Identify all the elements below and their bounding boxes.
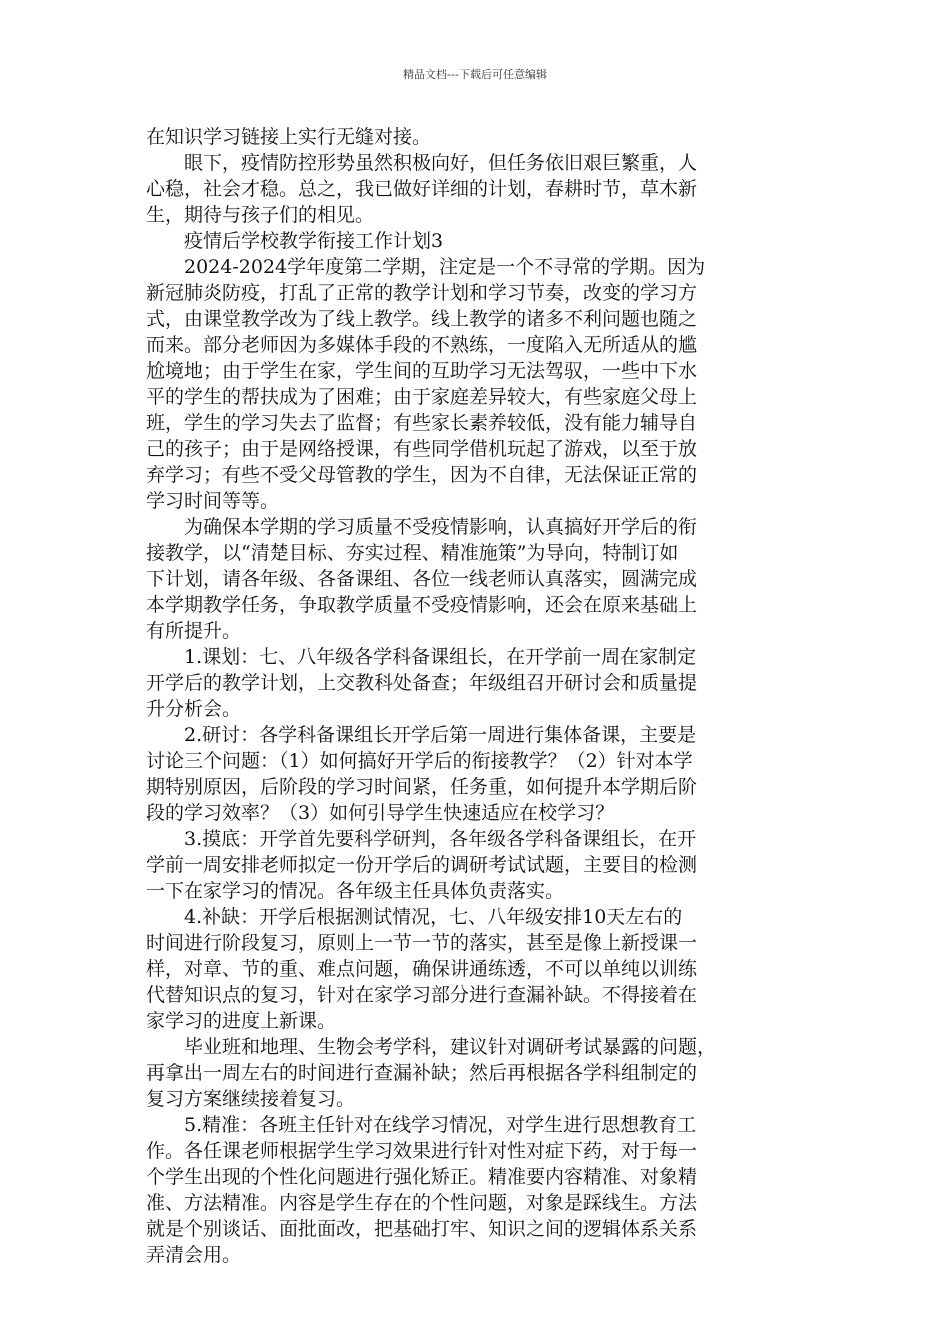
document-body [146,124,814,1268]
text-line: 段的学习效率？（3）如何引导学生快速适应在校学习？ [146,802,615,824]
text-line: 代替知识点的复习，针对在家学习部分进行查漏补缺。不得接着在 [146,984,698,1006]
text-line: 弄清会用。 [146,1244,242,1266]
text-line: 有所提升。 [146,620,242,642]
text-line: 学前一周安排老师拟定一份开学后的调研考试试题，主要目的检测 [146,854,698,876]
text-line: 心稳，社会才稳。总之，我已做好详细的计划，春耕时节，草木新 [146,178,698,200]
text-line: 讨论三个问题：（1）如何搞好开学后的衔接教学？（2）针对本学 [146,750,693,772]
text-line: 学习时间等等。 [146,490,280,512]
text-line: 一下在家学习的情况。各年级主任具体负责落实。 [146,880,565,902]
text-line: 期特别原因，后阶段的学习时间紧，任务重，如何提升本学期后阶 [146,776,698,798]
text-line: 复习方案继续接着复习。 [146,1088,356,1110]
text-line: 为确保本学期的学习质量不受疫情影响，认真搞好开学后的衔 [146,516,698,538]
text-line: 尬境地；由于学生在家，学生间的互助学习无法驾驭，一些中下水 [146,360,698,382]
text-line: 生，期待与孩子们的相见。 [146,204,375,226]
text-line: 本学期教学任务，争取教学质量不受疫情影响，还会在原来基础上 [146,594,698,616]
text-line: 个学生出现的个性化问题进行强化矫正。精准要内容精准、对象精 [146,1166,698,1188]
text-line: 样，对章、节的重、难点问题，确保讲通练透，不可以单纯以训练 [146,958,698,980]
page-header: 精品文档---下载后可任意编辑 [403,68,547,81]
text-line: 弃学习；有些不受父母管教的学生，因为不自律，无法保证正常的 [146,464,698,486]
text-line: 2024-2024学年度第二学期，注定是一个不寻常的学期。因为 [146,256,706,278]
text-line: 作。各任课老师根据学生学习效果进行针对性对症下药，对于每一 [146,1140,698,1162]
text-line: 时间进行阶段复习，原则上一节一节的落实，甚至是像上新授课一 [146,932,698,954]
text-line: 再拿出一周左右的时间进行查漏补缺；然后再根据各学科组制定的 [146,1062,698,1084]
text-line: 家学习的进度上新课。 [146,1010,337,1032]
text-line: 4.补缺：开学后根据测试情况，七、八年级安排10天左右的 [146,906,683,928]
text-line: 准、方法精准。内容是学生存在的个性问题，对象是踩线生。方法 [146,1192,698,1214]
text-line: 而来。部分老师因为多媒体手段的不熟练，一度陷入无所适从的尴 [146,334,698,356]
text-line: 3.摸底：开学首先要科学研判，各年级各学科备课组长，在开 [146,828,697,850]
text-line: 下计划，请各年级、各备课组、各位一线老师认真落实，圆满完成 [146,568,698,590]
text-line: 式，由课堂教学改为了线上教学。线上教学的诸多不利问题也随之 [146,308,698,330]
text-line: 5.精准：各班主任针对在线学习情况，对学生进行思想教育工 [146,1114,697,1136]
text-line: 接教学，以“清楚目标、夯实过程、精准施策”为导向，特制订如 [146,542,679,564]
text-line: 就是个别谈话、面批面改，把基础打牢、知识之间的逻辑体系关系 [146,1218,698,1240]
text-line: 班，学生的学习失去了监督；有些家长素养较低，没有能力辅导自 [146,412,698,434]
text-line: 己的孩子；由于是网络授课，有些同学借机玩起了游戏，以至于放 [146,438,698,460]
text-line: 毕业班和地理、生物会考学科，建议针对调研考试暴露的问题， [146,1036,717,1058]
text-line: 开学后的教学计划，上交教科处备查；年级组召开研讨会和质量提 [146,672,698,694]
text-line: 2.研讨：各学科备课组长开学后第一周进行集体备课，主要是 [146,724,697,746]
text-line: 新冠肺炎防疫，打乱了正常的教学计划和学习节奏，改变的学习方 [146,282,698,304]
text-line: 平的学生的帮扶成为了困难；由于家庭差异较大，有些家庭父母上 [146,386,698,408]
text-line: 升分析会。 [146,698,242,720]
text-line: 1.课划：七、八年级各学科备课组长，在开学前一周在家制定 [146,646,697,668]
text-line: 疫情后学校教学衔接工作计划3 [146,230,444,252]
text-line: 在知识学习链接上实行无缝对接。 [146,126,432,148]
text-line: 眼下，疫情防控形势虽然积极向好，但任务依旧艰巨繁重，人 [146,152,698,174]
